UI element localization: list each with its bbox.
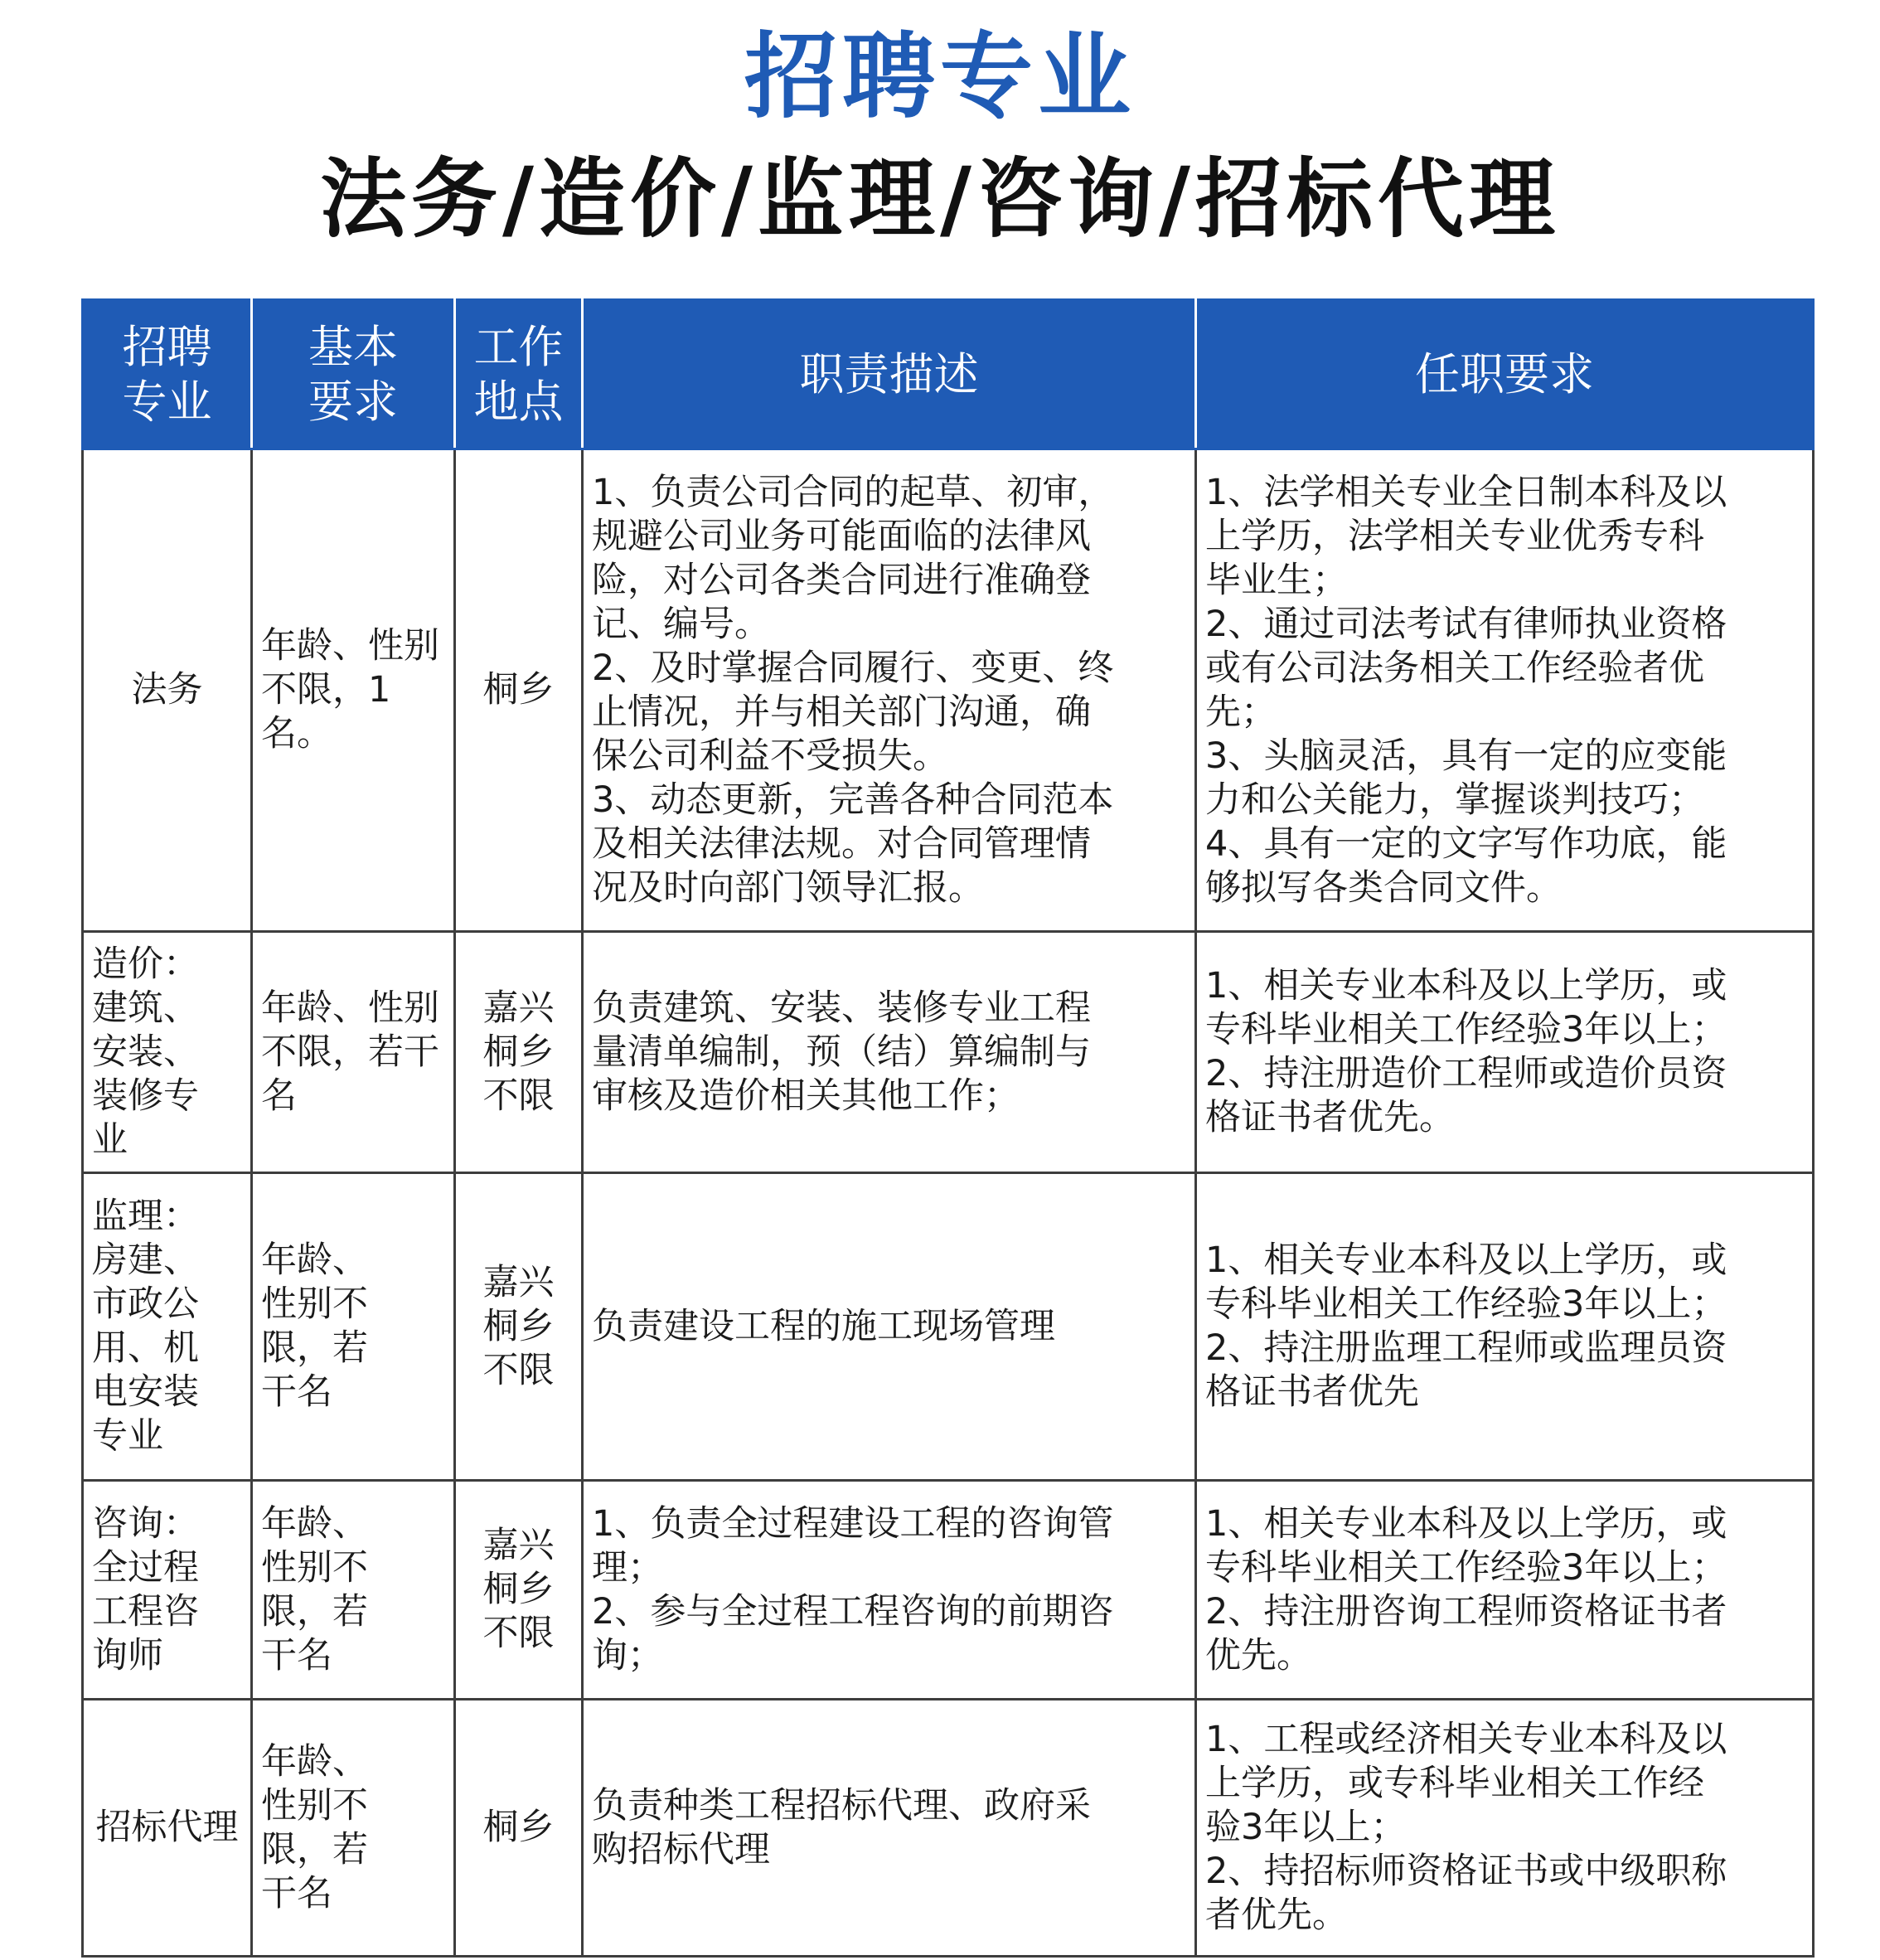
row-location: 桐乡 — [455, 449, 583, 932]
table-row — [83, 1173, 1814, 1481]
header-duties: 职责描述 — [583, 300, 1196, 449]
row-location: 嘉兴 桐乡 不限 — [455, 1481, 583, 1700]
row-location: 桐乡 — [455, 1700, 583, 1957]
row-basic: 年龄、 性别不 限，若 干名 — [252, 1173, 455, 1481]
row-duty: 1、负责全过程建设工程的咨询管 理； 2、参与全过程工程咨询的前期咨 询； — [583, 1481, 1196, 1700]
table-row — [83, 449, 1814, 932]
row-requirement: 1、相关专业本科及以上学历，或 专科毕业相关工作经验3年以上； 2、持注册监理工程师或监理员资 格证书者优先 — [1196, 1173, 1814, 1481]
row-requirement: 1、法学相关专业全日制本科及以 上学历，法学相关专业优秀专科 毕业生； 2、通过司法考试有律师执业资格 或有公司法务相关工作经验者优 先； 3、头脑灵活，具有一定的应变能 力和公关能力，掌握谈判技巧； 4、具有一定的文字写作功底，能 够拟写各类合同文件。 — [1196, 449, 1814, 932]
row-major: 咨询： 全过程 工程咨 询师 — [83, 1481, 252, 1700]
row-location: 嘉兴 桐乡 不限 — [455, 1173, 583, 1481]
row-requirement: 1、相关专业本科及以上学历，或 专科毕业相关工作经验3年以上； 2、持注册造价工程师或造价员资 格证书者优先。 — [1196, 932, 1814, 1173]
row-major: 造价： 建筑、 安装、 装修专 业 — [83, 932, 252, 1173]
header-requirements: 任职要求 — [1196, 300, 1814, 449]
row-location: 嘉兴 桐乡 不限 — [455, 932, 583, 1173]
row-requirement: 1、工程或经济相关专业本科及以 上学历，或专科毕业相关工作经 验3年以上； 2、持招标师资格证书或中级职称 者优先。 — [1196, 1700, 1814, 1957]
recruitment-table — [81, 298, 1815, 1958]
row-major: 法务 — [83, 449, 252, 932]
page-subtitle: 招聘专业 — [744, 23, 1136, 131]
table-row — [83, 1700, 1814, 1957]
row-major: 监理： 房建、 市政公 用、机 电安装 专业 — [83, 1173, 252, 1481]
header-basic-requirements: 基本 要求 — [252, 300, 455, 449]
row-basic: 年龄、 性别不 限，若 干名 — [252, 1700, 455, 1957]
header-major: 招聘 专业 — [83, 300, 252, 449]
table-row — [83, 1481, 1814, 1700]
header-location: 工作 地点 — [455, 300, 583, 449]
row-duty: 负责种类工程招标代理、政府采 购招标代理 — [583, 1700, 1196, 1957]
table-header-row — [83, 300, 1814, 449]
row-duty: 负责建设工程的施工现场管理 — [583, 1173, 1196, 1481]
row-basic: 年龄、 性别不 限，若 干名 — [252, 1481, 455, 1700]
row-duty: 负责建筑、安装、装修专业工程 量清单编制，预（结）算编制与 审核及造价相关其他工作； — [583, 932, 1196, 1173]
row-duty: 1、负责公司合同的起草、初审， 规避公司业务可能面临的法律风 险，对公司各类合同进行准确登 记、编号。 2、及时掌握合同履行、变更、终 止情况，并与相关部门沟通，确 保公司利益不受损失。 3、动态更新，完善各种合同范本 及相关法律法规。对合同管理情 况及时向部门领导汇报。 — [583, 449, 1196, 932]
page-title: 法务/造价/监理/咨询/招标代理 — [320, 148, 1560, 250]
row-requirement: 1、相关专业本科及以上学历，或 专科毕业相关工作经验3年以上； 2、持注册咨询工程师资格证书者 优先。 — [1196, 1481, 1814, 1700]
row-basic: 年龄、性别 不限，若干 名 — [252, 932, 455, 1173]
table-row — [83, 932, 1814, 1173]
row-basic: 年龄、性别 不限，1名。 — [252, 449, 455, 932]
row-major: 招标代理 — [83, 1700, 252, 1957]
